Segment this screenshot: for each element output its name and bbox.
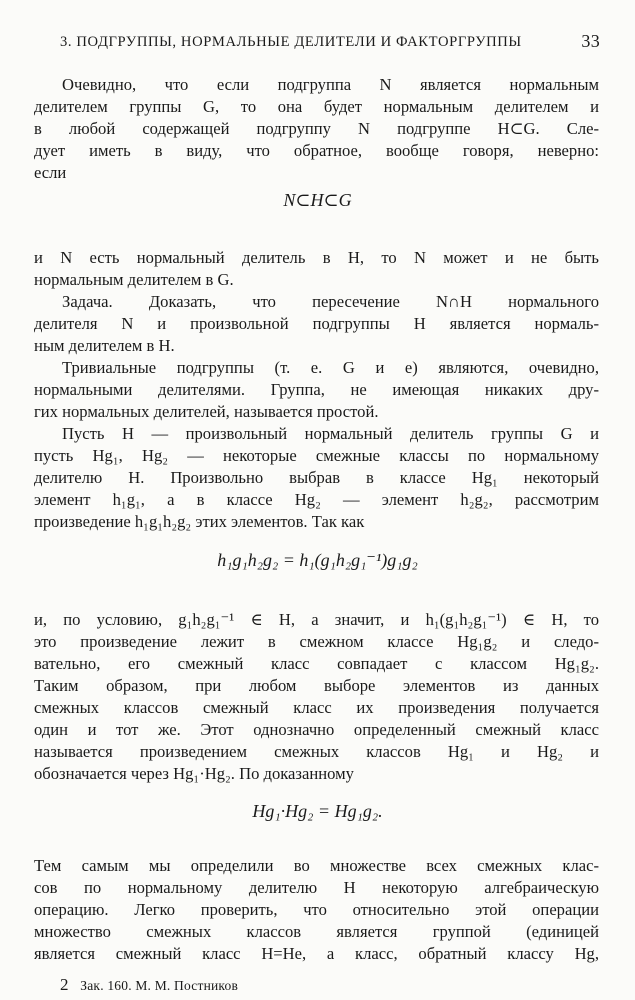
text-line: операцию. Легко проверить, что относительно этой операции: [34, 900, 599, 919]
text-line: Тривиальные подгруппы (т. е. G и e) являются, очевидно,: [62, 358, 599, 377]
text-line: называется произведением смежных классов Hg₁ и Hg₂ и: [34, 742, 599, 761]
text-line: гих нормальных делителей, называется простой.: [34, 402, 379, 421]
text-line: и, по условию, g₁h₂g₁⁻¹ ∈ H, а значит, и h₁(g₁h₂g₁⁻¹) ∈ H, то: [34, 610, 599, 629]
text-line: делителю H. Произвольно выбрав в классе Hg₁ некоторый: [34, 468, 599, 487]
signature-mark: 2: [60, 975, 69, 994]
text-line: пусть Hg₁, Hg₂ — некоторые смежные классы по нормальному: [34, 446, 599, 465]
text-line: множество смежных классов является группой (единицей: [34, 922, 599, 941]
text-line: делителя N и произвольной подгруппы H является нормаль-: [34, 314, 599, 333]
text-line: это произведение лежит в смежном классе Hg₁g₂ и следо-: [34, 632, 599, 651]
text-line: произведение h₁g₁h₂g₂ этих элементов. Так как: [34, 512, 365, 531]
text-line: обозначается через Hg₁·Hg₂. По доказанному: [34, 764, 354, 783]
text-line: смежных классов смежный класс их произведения получается: [34, 698, 599, 717]
text-line: делителем группы G, то она будет нормальным делителем и: [34, 97, 599, 116]
text-line: Тем самым мы определили во множестве всех смежных клас-: [34, 856, 599, 875]
page-footer: [60, 975, 238, 995]
text-line: если: [34, 163, 67, 182]
text-line: в любой содержащей подгруппу N подгруппе H⊂G. Сле-: [34, 119, 599, 138]
text-line: является смежный класс H=He, а класс, обратный классу Hg,: [34, 944, 599, 963]
text-line: один и тот же. Этот однозначно определенный смежный класс: [34, 720, 599, 739]
text-line: Таким образом, при любом выборе элементов из данных: [34, 676, 599, 695]
page-number: 33: [581, 31, 600, 51]
text-line: элемент h₁g₁, а в классе Hg₂ — элемент h₂g₂, рассмотрим: [34, 490, 599, 509]
text-line: дует иметь в виду, что обратное, вообще говоря, неверно:: [34, 141, 599, 160]
text-line: Очевидно, что если подгруппа N является нормальным: [62, 75, 599, 94]
formula-coset-product: Hg₁·Hg₂ = Hg₁g₂.: [252, 801, 383, 821]
chapter-title: 3. ПОДГРУППЫ, НОРМАЛЬНЫЕ ДЕЛИТЕЛИ И ФАКТОРГРУППЫ: [60, 34, 522, 50]
exercise-line: Задача. Доказать, что пересечение N∩H нормального: [62, 292, 599, 311]
text-line: сов по нормальному делителю H некоторую алгебраическую: [34, 878, 599, 897]
formula-subgroup-chain: N⊂H⊂G: [283, 190, 352, 210]
text-line: Пусть H — произвольный нормальный делитель группы G и: [62, 424, 599, 443]
text-line: и N есть нормальный делитель в H, то N может и не быть: [34, 248, 599, 267]
print-order-note: Зак. 160. М. М. Постников: [80, 978, 239, 993]
text-line: вательно, его смежный класс совпадает с классом Hg₁g₂.: [34, 654, 599, 673]
formula-product-expansion: h₁g₁h₂g₂ = h₁(g₁h₂g₁⁻¹)g₁g₂: [217, 550, 418, 570]
text-line: ным делителем в H.: [34, 336, 175, 355]
text-line: нормальными делителями. Группа, не имеющая никаких дру-: [34, 380, 599, 399]
text-line: нормальным делителем в G.: [34, 270, 234, 289]
running-header: [60, 33, 600, 51]
